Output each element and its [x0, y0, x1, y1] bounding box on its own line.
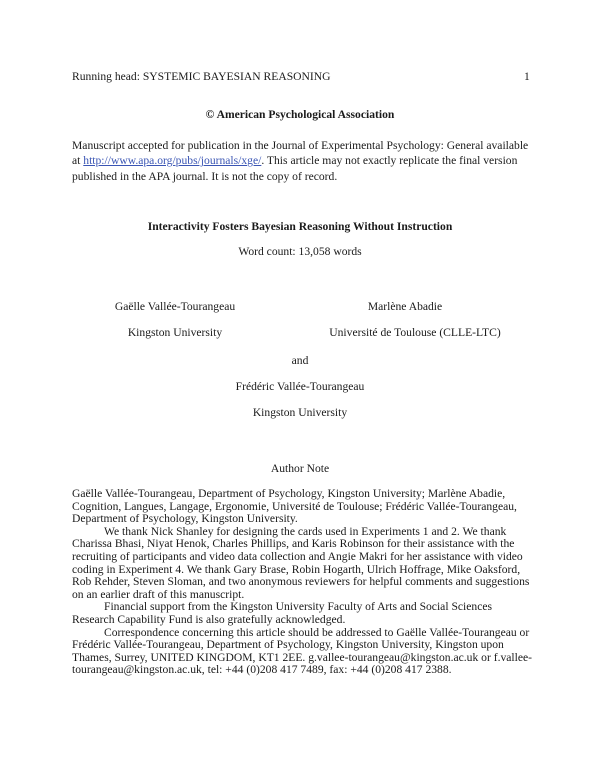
author-note-paragraph: Gaëlle Vallée-Tourangeau, Department of Psychology, Kingston University; Marlène Abadie, Cognition, Langues, Langage, Ergonomie, Université de Toulouse; Frédéric Vallée-Tourangeau, Department of Psychology, Kingston University. [72, 487, 517, 526]
author-note-paragraph: Correspondence concerning this article should be addressed to Gaëlle Vallée-Tourangeau or Frédéric Vallée-Tourangeau, Department of Psychology, Kingston University, Kingston upon Thames, Surrey, UNITED KINGDOM, KT1 2EE. g.vallee-tourangeau@kingston.ac.uk or f.vallee-tourangeau@kingston.ac.uk, tel: +44 (0)208 417 7489, fax: +44 (0)208 417 2388. [72, 625, 533, 677]
running-head: Running head: SYSTEMIC BAYESIAN REASONING [72, 70, 331, 83]
word-count: Word count: 13,058 words [238, 245, 362, 258]
author-affiliation: Université de Toulouse (CLLE-LTC) [329, 326, 501, 339]
manuscript-text-before: Manuscript accepted for publication in the Journal of Experimental Psychology: General available at [72, 139, 529, 168]
author-affiliation: Kingston University [127, 326, 223, 339]
copyright-notice: © American Psychological Association [205, 108, 395, 121]
author-note-heading: Author Note [270, 462, 330, 475]
author-name: Gaëlle Vallée-Tourangeau [114, 300, 236, 313]
author-note-body [72, 488, 534, 677]
author-affiliation: Kingston University [252, 406, 348, 419]
author-conjunction: and [291, 354, 309, 367]
author-name: Frédéric Vallée-Tourangeau [235, 380, 365, 393]
paper-title: Interactivity Fosters Bayesian Reasoning Without Instruction [147, 220, 453, 233]
author-note-paragraph: Financial support from the Kingston University Faculty of Arts and Social Sciences Research Capability Fund is also gratefully acknowledged. [72, 600, 493, 626]
manuscript-notice [72, 138, 532, 184]
apa-journal-link[interactable]: http://www.apa.org/pubs/journals/xge/ [83, 154, 262, 168]
author-note-paragraph: We thank Nick Shanley for designing the cards used in Experiments 1 and 2. We thank Charissa Bhasi, Niyat Henok, Charles Phillips, and Karis Robinson for their assistance with the recruiting of participants and video data collection and Angie Makri for her assistance with video coding in Experiment 4. We thank Gary Brase, Robin Hogarth, Ulrich Hoffrage, Mike Oaksford, Rob Rehder, Steven Sloman, and two anonymous reviewers for helpful comments and suggestions on an earlier draft of this manuscript. [72, 524, 530, 601]
author-name: Marlène Abadie [367, 300, 443, 313]
manuscript-text-after: . This article may not exactly replicate the final version published in the APA journal. It is not the copy of record. [72, 154, 518, 183]
page-number: 1 [524, 70, 530, 83]
